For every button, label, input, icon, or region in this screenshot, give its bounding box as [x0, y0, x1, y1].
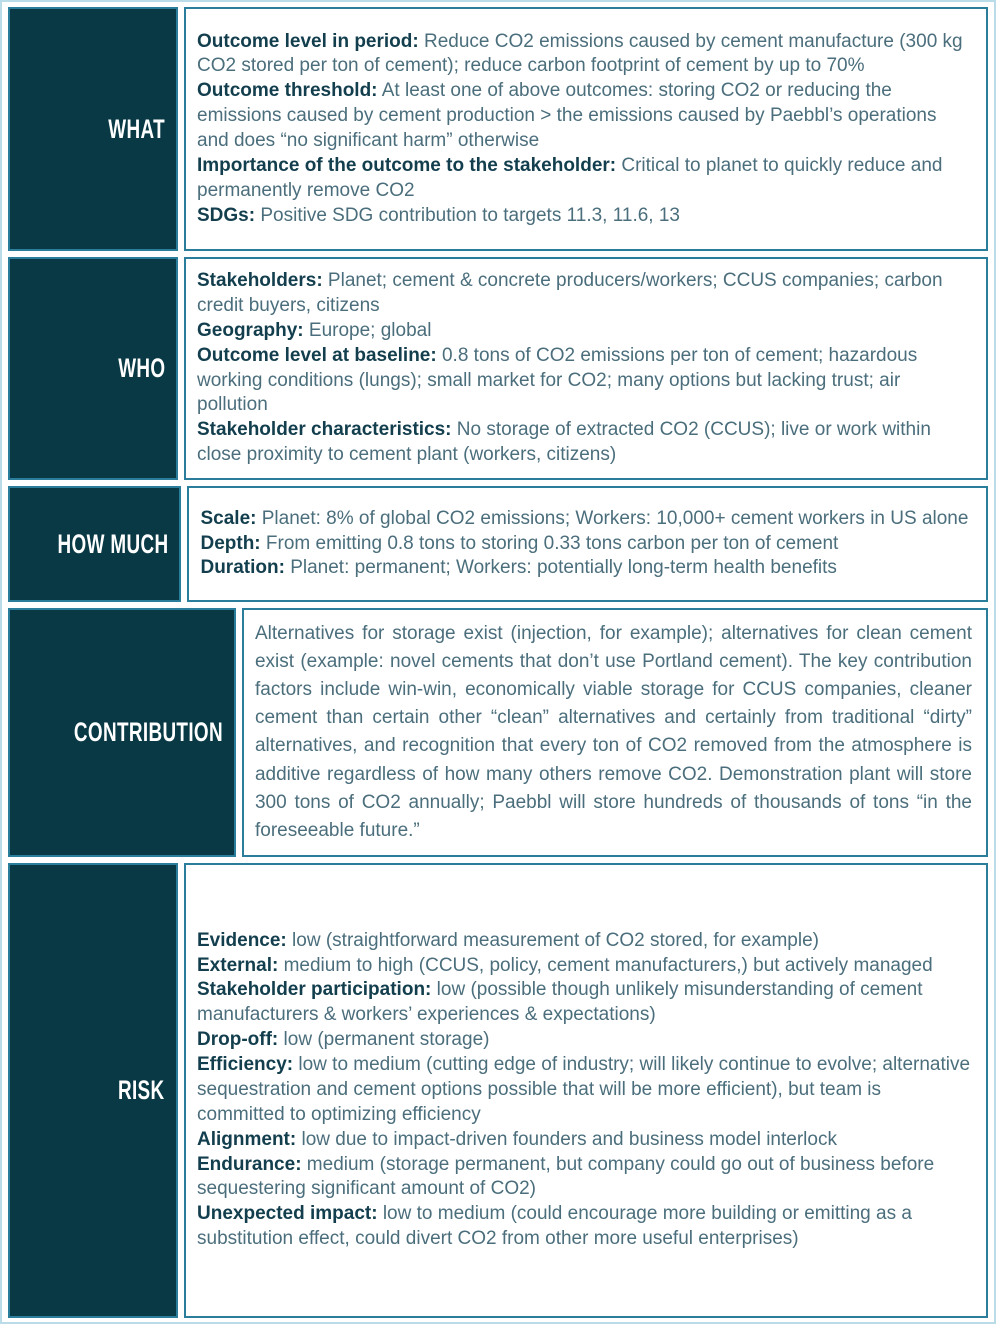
segment-term: Efficiency:	[197, 1054, 294, 1076]
segment-term: Outcome threshold:	[197, 80, 378, 102]
row-content-cell	[187, 486, 988, 602]
segment-text: low to medium (cutting edge of industry; will likely continue to evolve; alternative sequestration and cement options possible that will be more efficient), but team is committed to optimizing efficiency	[197, 1054, 971, 1125]
content-segment	[197, 978, 972, 1028]
segment-term: Evidence:	[197, 929, 287, 951]
content-segment	[197, 204, 972, 229]
content-segment	[197, 1202, 972, 1252]
segment-term: Stakeholder characteristics:	[197, 419, 452, 441]
segment-text: medium to high (CCUS, policy, cement manufacturers,) but actively managed	[278, 954, 933, 976]
row-content-cell	[184, 863, 988, 1318]
row-label-cell	[8, 7, 178, 251]
segment-text: 0.8 tons of CO2 emissions per ton of cement; hazardous working conditions (lungs); small market for CO2; many options but lacking trust; air pollution	[197, 344, 918, 416]
row-label: HOW MUCH	[57, 528, 169, 559]
row-content-cell	[184, 7, 988, 251]
content-segment	[197, 319, 972, 344]
table-row	[8, 608, 988, 857]
segment-text: At least one of above outcomes: storing CO2 or reducing the emissions caused by cement production > the emissions caused by Paebbl’s operations and does “no significant harm” otherwise	[197, 80, 937, 151]
table-row	[8, 257, 988, 480]
content-segment	[197, 1028, 972, 1053]
segment-term: Geography:	[197, 319, 304, 341]
table-row	[8, 863, 988, 1318]
content-segment	[197, 954, 972, 979]
segment-text: low to medium (could encourage more building or emitting as a substitution effect, could divert CO2 from other more useful enterprises)	[197, 1203, 912, 1250]
content-segment	[197, 154, 972, 204]
row-label-cell	[8, 608, 236, 857]
segment-text: Positive SDG contribution to targets 11.3, 11.6, 13	[255, 204, 680, 226]
segment-term: Duration:	[200, 557, 285, 579]
row-content-cell	[184, 257, 988, 480]
row-label: WHO	[117, 353, 165, 383]
segment-term: Depth:	[200, 532, 261, 554]
segment-term: Scale:	[200, 507, 257, 529]
segment-term: Outcome level in period:	[197, 30, 419, 52]
content-segment	[197, 79, 972, 154]
segment-term: Drop-off:	[197, 1029, 279, 1051]
segment-term: Importance of the outcome to the stakeholder:	[197, 154, 617, 176]
segment-text: low (straightforward measurement of CO2 stored, for example)	[286, 929, 819, 951]
segment-text: low (permanent storage)	[278, 1029, 490, 1051]
row-content-cell	[242, 608, 988, 857]
segment-text: Alternatives for storage exist (injection, for example); alternatives for clean cement exist (example: novel cements that don’t use Portland cement). The key contribution factors include win-win, economically viable storage for CCUS companies, cleaner cement than certain other “clean” alternatives and certainly from traditional “dirty” alternatives, and recognition that every ton of CO2 removed from the atmosphere is additive regardless of how many others remove CO2. Demonstration plant will store 300 tons of CO2 annually; Paebbl will store hundreds of thousands of tons “in the foreseeable future.”	[254, 623, 972, 841]
segment-text: Europe; global	[303, 319, 432, 341]
segment-term: External:	[197, 954, 279, 976]
segment-term: Unexpected impact:	[197, 1203, 378, 1225]
segment-text: medium (storage permanent, but company could go out of business before sequestering significant amount of CO2)	[197, 1153, 935, 1200]
row-label-cell	[8, 863, 178, 1318]
content-segment	[200, 532, 972, 557]
segment-term: Stakeholder participation:	[197, 979, 432, 1001]
content-segment	[197, 1153, 972, 1203]
content-segment	[197, 929, 972, 954]
segment-term: Alignment:	[197, 1128, 297, 1150]
content-segment	[200, 507, 972, 532]
content-segment	[197, 269, 972, 319]
segment-text: low due to impact-driven founders and business model interlock	[296, 1128, 837, 1150]
segment-term: Outcome level at baseline:	[197, 344, 437, 366]
row-label: WHAT	[108, 113, 165, 144]
row-label: CONTRIBUTION	[73, 716, 223, 747]
row-label: RISK	[118, 1074, 165, 1105]
segment-term: SDGs:	[197, 204, 256, 226]
segment-text: Planet: 8% of global CO2 emissions; Workers: 10,000+ cement workers in US alone	[256, 507, 969, 529]
segment-text: Planet: permanent; Workers: potentially long-term health benefits	[284, 557, 837, 579]
segment-term: Endurance:	[197, 1153, 302, 1175]
segment-text: Planet; cement & concrete producers/workers; CCUS companies; carbon credit buyers, citizens	[197, 270, 943, 316]
segment-text: No storage of extracted CO2 (CCUS); live or work within close proximity to cement plant (workers, citizens)	[197, 419, 931, 466]
segment-text: From emitting 0.8 tons to storing 0.33 tons carbon per ton of cement	[260, 532, 839, 554]
content-segment	[197, 344, 972, 419]
table-rows	[8, 7, 988, 1318]
content-segment	[197, 1128, 972, 1153]
segment-text: low (possible though unlikely misunderstanding of cement manufacturers & workers’ experiences & expectations)	[197, 979, 923, 1026]
content-segment	[197, 1053, 972, 1128]
segment-text: Critical to planet to quickly reduce and permanently remove CO2	[197, 154, 943, 201]
segment-text: Reduce CO2 emissions caused by cement manufacture (300 kg CO2 stored per ton of cement); reduce carbon footprint of cement by up to 70%	[197, 30, 963, 77]
content-segment	[255, 620, 972, 845]
content-segment	[197, 418, 972, 468]
segment-term: Stakeholders:	[197, 270, 323, 291]
row-label-cell	[8, 486, 181, 602]
content-segment	[197, 30, 972, 80]
row-label-cell	[8, 257, 178, 480]
table-row	[8, 7, 988, 251]
table-row	[8, 486, 988, 602]
content-segment	[200, 556, 972, 581]
